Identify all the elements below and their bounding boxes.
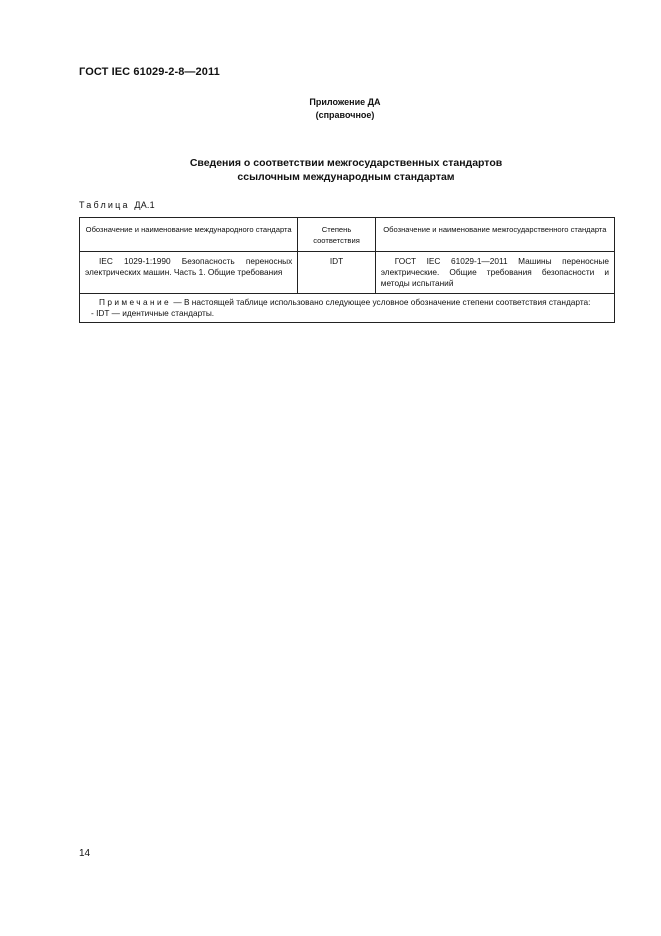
note-body: — В настоящей таблице использовано следующее условное обозначение степени соответствия стандарта:	[171, 297, 591, 307]
table-row	[80, 252, 615, 294]
note-label: Примечание	[99, 297, 172, 307]
correspondence-table	[79, 217, 615, 323]
section-title	[0, 156, 661, 184]
section-title-line2: ссылочным международным стандартам	[237, 171, 455, 183]
table-note	[80, 294, 615, 323]
cell-degree: IDT	[298, 252, 375, 294]
cell-interstate-standard: ГОСТ IEC 61029-1—2011 Машины переносные электрические. Общие требования безопасности и методы испытаний	[375, 252, 614, 294]
header-international-standard: Обозначение и наименование международного стандарта	[80, 218, 298, 252]
table-caption-word: Таблица	[79, 200, 130, 210]
table-caption-number: ДА.1	[134, 200, 155, 210]
table-caption	[79, 200, 155, 210]
appendix-subtitle: (справочное)	[315, 110, 375, 120]
note-text	[85, 297, 609, 308]
document-code: ГОСТ IEC 61029-2-8—2011	[79, 66, 220, 78]
table-header-row	[80, 218, 615, 252]
header-interstate-standard: Обозначение и наименование межгосударственного стандарта	[375, 218, 614, 252]
cell-international-standard: IEC 1029-1:1990 Безопасность переносных электрических машин. Часть 1. Общие требования	[80, 252, 298, 294]
appendix-heading	[0, 96, 661, 122]
table-note-row	[80, 294, 615, 323]
page-number: 14	[79, 848, 91, 859]
note-item: - IDT — идентичные стандарты.	[91, 308, 215, 318]
header-degree: Степень соответствия	[298, 218, 375, 252]
appendix-title: Приложение ДА	[309, 97, 381, 107]
section-title-line1: Сведения о соответствии межгосударственных стандартов	[189, 157, 503, 169]
